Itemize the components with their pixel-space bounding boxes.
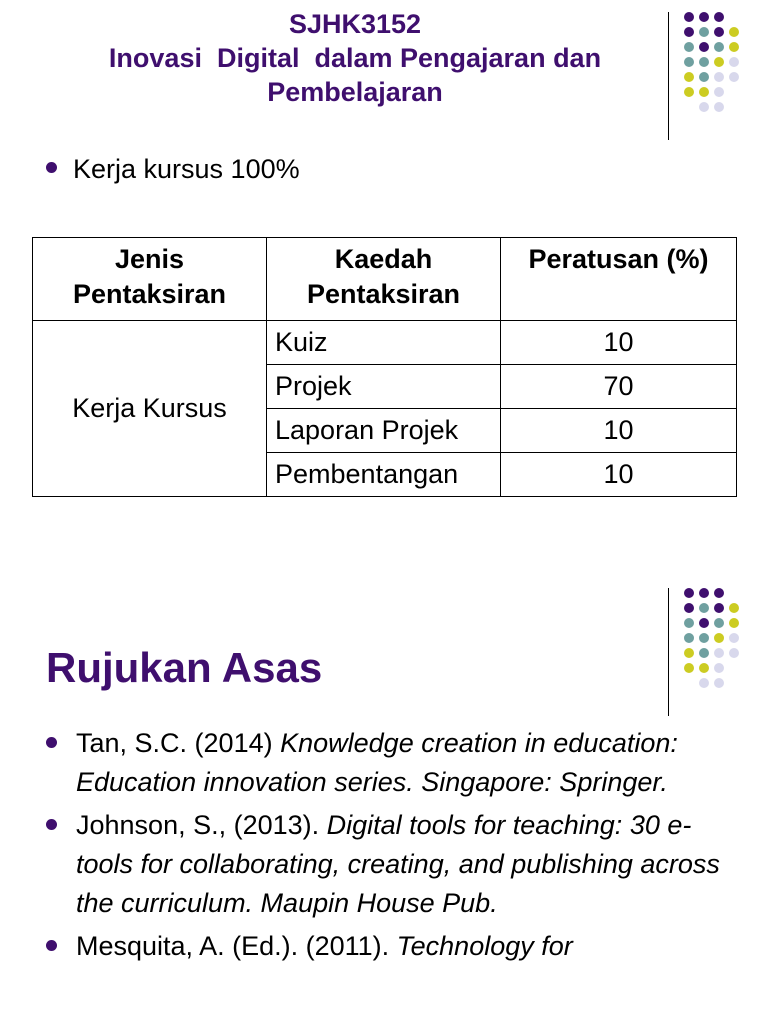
method-cell: Pembentangan <box>267 453 501 497</box>
table-header-row <box>33 238 737 321</box>
yellow-dot <box>684 87 694 97</box>
purple-dot <box>684 603 694 613</box>
percent-cell: 10 <box>501 453 737 497</box>
bullet-icon <box>46 819 57 830</box>
lavender-dot <box>699 102 709 112</box>
coursework-text: Kerja kursus 100% <box>73 154 300 184</box>
course-title-line1: Inovasi Digital dalam Pengajaran dan <box>108 42 602 73</box>
assessment-table <box>32 237 737 497</box>
purple-dot <box>699 42 709 52</box>
reference-title: Technology for <box>396 931 573 961</box>
teal-dot <box>684 42 694 52</box>
bullet-icon <box>46 940 57 951</box>
lavender-dot <box>729 57 739 67</box>
teal-dot <box>699 72 709 82</box>
purple-dot <box>714 603 724 613</box>
yellow-dot <box>729 618 739 628</box>
lavender-dot <box>714 678 724 688</box>
reference-author: Mesquita, A. (Ed.). (2011). <box>76 931 397 961</box>
percent-cell: 10 <box>501 409 737 453</box>
lavender-dot <box>714 102 724 112</box>
teal-dot <box>699 648 709 658</box>
header-assessment-method: Kaedah Pentaksiran <box>267 238 501 321</box>
yellow-dot <box>684 72 694 82</box>
lavender-dot <box>729 648 739 658</box>
dot-grid-decoration <box>668 588 768 716</box>
teal-dot <box>684 633 694 643</box>
teal-dot <box>699 633 709 643</box>
yellow-dot <box>684 648 694 658</box>
teal-dot <box>699 603 709 613</box>
method-cell: Projek <box>267 365 501 409</box>
purple-dot <box>714 588 724 598</box>
purple-dot <box>684 588 694 598</box>
purple-dot <box>699 618 709 628</box>
percent-cell: 70 <box>501 365 737 409</box>
teal-dot <box>684 57 694 67</box>
course-header <box>60 8 650 109</box>
purple-dot <box>699 588 709 598</box>
yellow-dot <box>714 57 724 67</box>
slide-references <box>0 576 768 1024</box>
reference-title: Knowledge creation in education: Education innovation series. Singapore: Springer. <box>76 728 678 797</box>
reference-author: Tan, S.C. (2014) <box>76 728 281 758</box>
lavender-dot <box>714 663 724 673</box>
yellow-dot <box>699 87 709 97</box>
coursework-bullet <box>46 150 300 188</box>
references-title: Rujukan Asas <box>46 644 323 691</box>
yellow-dot <box>684 663 694 673</box>
yellow-dot <box>714 633 724 643</box>
list-item <box>46 806 736 923</box>
dot-grid-decoration <box>668 12 768 140</box>
table-row <box>33 321 737 365</box>
lavender-dot <box>699 678 709 688</box>
method-cell: Laporan Projek <box>267 409 501 453</box>
bullet-icon <box>46 737 57 748</box>
lavender-dot <box>729 72 739 82</box>
course-title-line2: Pembelajaran <box>267 76 443 107</box>
reference-title: Digital tools for teaching: 30 e-tools for collaborating, creating, and publishing across the curriculum. Maupin House Pub. <box>76 810 720 918</box>
yellow-dot <box>729 42 739 52</box>
yellow-dot <box>699 663 709 673</box>
lavender-dot <box>714 87 724 97</box>
purple-dot <box>714 12 724 22</box>
yellow-dot <box>729 27 739 37</box>
teal-dot <box>714 42 724 52</box>
reference-list <box>46 724 736 970</box>
method-cell: Kuiz <box>267 321 501 365</box>
purple-dot <box>699 12 709 22</box>
list-item <box>46 724 736 802</box>
reference-author: Johnson, S., (2013). <box>76 810 327 840</box>
purple-dot <box>684 27 694 37</box>
lavender-dot <box>714 72 724 82</box>
header-percentage: Peratusan (%) <box>501 238 737 321</box>
divider-line <box>668 12 669 140</box>
divider-line <box>668 588 669 716</box>
teal-dot <box>699 27 709 37</box>
lavender-dot <box>729 633 739 643</box>
percent-cell: 10 <box>501 321 737 365</box>
group-cell: Kerja Kursus <box>33 321 267 497</box>
teal-dot <box>684 618 694 628</box>
lavender-dot <box>714 648 724 658</box>
bullet-icon <box>46 162 57 173</box>
teal-dot <box>699 57 709 67</box>
purple-dot <box>714 27 724 37</box>
teal-dot <box>714 618 724 628</box>
header-assessment-type: Jenis Pentaksiran <box>33 238 267 321</box>
yellow-dot <box>729 603 739 613</box>
purple-dot <box>684 12 694 22</box>
course-code: SJHK3152 <box>288 9 422 39</box>
list-item <box>46 927 736 966</box>
